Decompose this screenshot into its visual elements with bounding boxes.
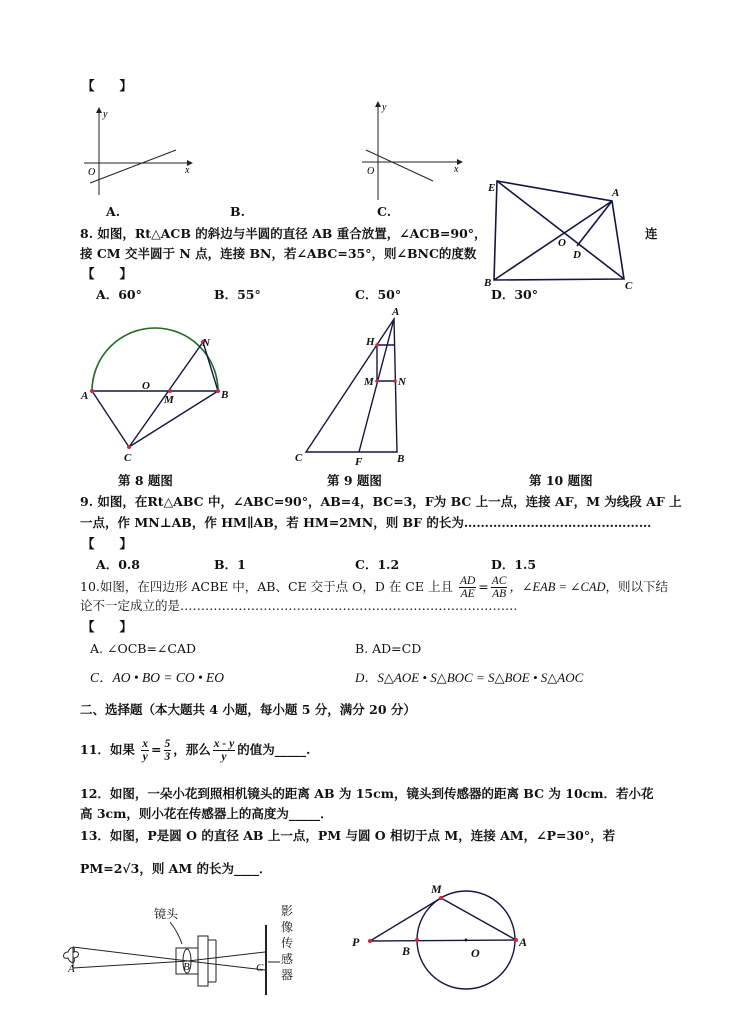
fig9-label-c: C	[295, 452, 303, 464]
fig8-label-o: O	[142, 380, 150, 392]
q8-line-1: 8. 如图，Rt△ACB 的斜边与半圆的直径 AB 重合放置，∠ACB=90°，	[80, 226, 487, 241]
q10-option-b: B. AD=CD	[355, 641, 422, 656]
figure-10	[483, 181, 633, 292]
q8-option-d: D．30°	[491, 287, 538, 302]
q7-option-c: C.	[377, 204, 392, 219]
q10-line-1: 10.如图，在四边形 ACBE 中，AB、CE 交于点 O，D 在 CE 上且 $\frac{AD}{AE}$ = $\frac{AC}{AB}$ ，∠EAB = ∠CAD，则以下结	[80, 575, 669, 600]
q7-option-a: A.	[106, 204, 121, 219]
fig9-label-b: B	[397, 453, 405, 465]
q10-line-2: 论不一定成立的是………………………………………………………………………	[80, 598, 518, 613]
q7c-y-label: y	[382, 102, 387, 113]
caption-figure-10: 第 10 题图	[529, 473, 593, 488]
q7c-origin: O	[367, 166, 375, 177]
q8-line-1-tail: 连	[645, 226, 658, 241]
q12-line-2: 高 3cm，则小花在传感器上的高度为_____．	[80, 806, 333, 821]
q10-fraction-ac-ab: $\frac{AC}{AB}$	[491, 575, 507, 600]
fig9-label-h: H	[366, 336, 375, 348]
circ-label-a: A	[519, 935, 528, 949]
q9-option-d: D．1.5	[491, 557, 537, 572]
fig9-label-m: M	[364, 376, 374, 388]
q7-graph-c	[362, 102, 462, 200]
q7a-origin: O	[88, 167, 96, 178]
circ-label-m: M	[431, 882, 442, 896]
q7c-x-label: x	[454, 164, 459, 175]
fig10-label-e: E	[488, 182, 496, 194]
sensor-label-3: 传	[281, 936, 294, 950]
q11-fraction-xmy-y: $\frac{x - y}{y}$	[213, 738, 235, 763]
q10-option-a: A. ∠OCB=∠CAD	[90, 641, 197, 656]
circ-label-o: O	[471, 946, 480, 960]
circ-label-b: B	[402, 944, 411, 958]
section-2-heading: 二、选择题（本大题共 4 小题，每小题 5 分，满分 20 分）	[80, 702, 416, 717]
circle-figure	[352, 882, 527, 989]
q9-line-1: 9. 如图，在Rt△ABC 中，∠ABC=90°，AB=4，BC=3，F为 BC 上一点，连接 AF，M 为线段 AF 上	[80, 494, 682, 509]
fig10-label-c: C	[625, 280, 633, 292]
fig10-label-b: B	[484, 277, 492, 289]
q13-line-2: PM=2√3，则 AM 的长为____．	[80, 861, 272, 876]
fig8-label-b: B	[221, 389, 229, 401]
cam-label-b: B	[183, 961, 190, 973]
q7-option-b: B.	[230, 204, 245, 219]
q8-line-2: 接 CM 交半圆于 N 点，连接 BN，若∠ABC=35°，则∠BNC的度数	[80, 246, 477, 261]
q13-line-1: 13．如图，P是圆 O 的直径 AB 上一点，PM 与圆 O 相切于点 M，连接 AM，∠P=30°，若	[80, 828, 616, 843]
q10-angle-condition: ，∠EAB = ∠CAD	[509, 580, 606, 594]
fig9-label-f: F	[355, 456, 363, 468]
caption-figure-8: 第 8 题图	[118, 473, 173, 488]
fig9-label-n: N	[398, 376, 406, 388]
q7-answer-bracket: 【 】	[82, 78, 133, 93]
circ-label-p: P	[352, 935, 360, 949]
cam-label-c: C	[256, 962, 264, 974]
fig8-label-m: M	[164, 394, 174, 406]
q12-line-1: 12．如图，一朵小花到照相机镜头的距离 AB 为 15cm，镜头到传感器的距离 BC 为 10cm．若小花	[80, 786, 654, 801]
q10-answer-bracket: 【 】	[82, 619, 133, 634]
q10-prefix: 10.如图，在四边形 ACBE 中，AB、CE 交于点 O，D 在 CE 上且	[80, 579, 453, 594]
q9-answer-bracket: 【 】	[82, 536, 133, 551]
figure-8	[80, 328, 228, 464]
fig8-label-n: N	[202, 337, 210, 349]
q11-fraction-5-3: $\frac{5}{3}$	[164, 738, 171, 763]
figure-9	[295, 306, 407, 468]
q7a-x-label: x	[185, 165, 190, 176]
cam-label-a: A	[68, 963, 75, 975]
flower-icon	[64, 948, 79, 963]
q10-option-c: C．AO • BO = CO • EO	[90, 670, 225, 685]
q8-answer-bracket: 【 】	[82, 266, 133, 281]
sensor-label-2: 像	[281, 920, 294, 934]
fig10-label-a: A	[612, 187, 620, 199]
fig10-label-o: O	[558, 237, 566, 249]
q8-option-b: B．55°	[214, 287, 261, 302]
q8-option-a: A．60°	[96, 287, 142, 302]
q8-option-c: C．50°	[355, 287, 402, 302]
fig8-label-a: A	[81, 390, 89, 402]
fig8-label-c: C	[124, 452, 132, 464]
fig10-label-d: D	[573, 249, 581, 261]
sensor-label-5: 器	[281, 968, 294, 982]
q9-option-b: B．1	[214, 557, 246, 572]
sensor-label-1: 影	[281, 904, 294, 918]
q9-option-c: C．1.2	[355, 557, 400, 572]
q9-option-a: A．0.8	[96, 557, 140, 572]
fig9-label-a: A	[392, 306, 400, 318]
q10-fraction-ad-ae: $\frac{AD}{AE}$	[459, 575, 476, 600]
q7-graph-a	[84, 108, 192, 195]
q10-suffix: ，则以下结	[605, 579, 669, 594]
q9-line-2: 一点，作 MN⊥AB，作 HM∥AB，若 HM=2MN，则 BF 的长为………………………………………	[80, 515, 652, 530]
q11-line: 11．如果 $\frac{x}{y}$ = $\frac{5}{3}$ ，那么 $\frac{x - y}{y}$ 的值为_____.	[80, 738, 311, 763]
q10-option-d: D．S△AOE • S△BOC = S△BOE • S△AOC	[355, 670, 584, 685]
sensor-label-4: 感	[281, 952, 294, 966]
lens-label: 镜头	[154, 907, 179, 921]
q11-fraction-x-y: $\frac{x}{y}$	[142, 738, 149, 763]
camera-figure	[64, 904, 294, 995]
caption-figure-9: 第 9 题图	[327, 473, 382, 488]
q7a-y-label: y	[103, 109, 108, 120]
